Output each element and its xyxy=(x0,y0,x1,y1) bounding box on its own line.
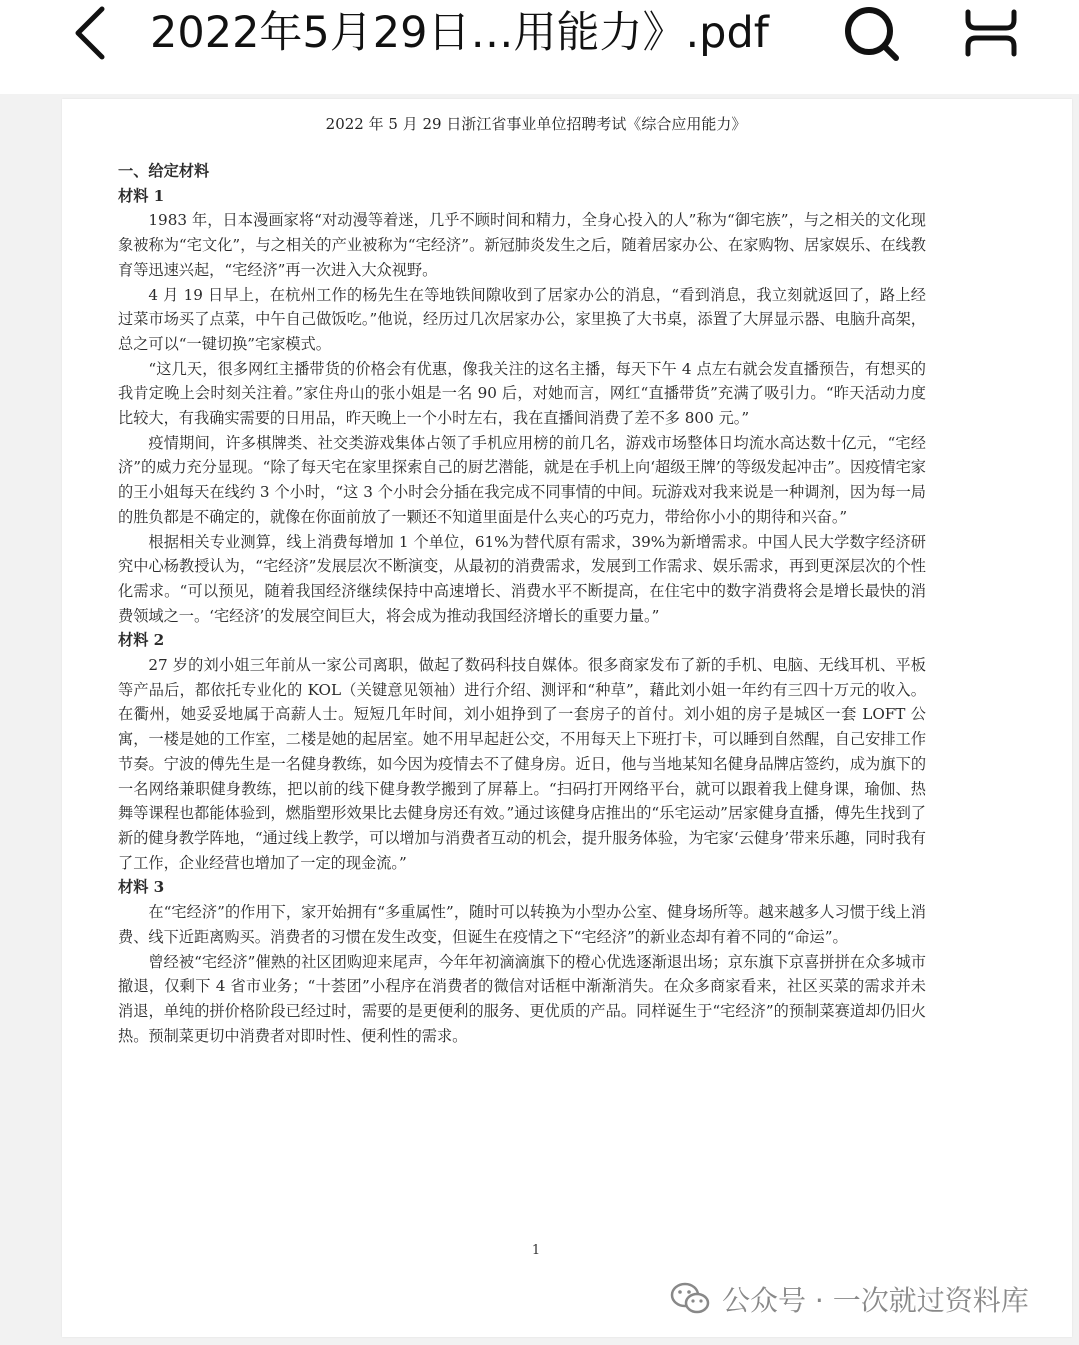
paragraph: 根据相关专业测算，线上消费每增加 1 个单位，61%为替代原有需求，39%为新增需求。中国人民大学数字经济研究中心杨教授认为，“宅经济”发展层次不断演变，从最初的消费需求，发展到工作需求、娱乐需求，再到更深层次的个性化需求。“可以预见，随着我国经济继续保持中高速增长、消费水平不断提高，在住宅中的数字消费将会是增长最快的消费领域之一。‘宅经济’的发展空间巨大，将会成为推动我国经济增长的重要力量。” xyxy=(118,532,926,625)
paragraph: 4 月 19 日早上，在杭州工作的杨先生在等地铁间隙收到了居家办公的消息，“看到消息，我立刻就返回了，路上经过菜市场买了点菜，中午自己做饭吃。”他说，经历过几次居家办公，家里换了大书桌，添置了大屏显示器、电脑升高架，总之可以“一键切换”宅家模式。 xyxy=(118,285,926,353)
search-icon xyxy=(841,3,901,63)
search-button[interactable] xyxy=(838,2,904,64)
paragraph: 在“宅经济”的作用下，家开始拥有“多重属性”，随时可以转换为小型办公室、健身场所等。越来越多人习惯于线上消费、线下近距离购买。消费者的习惯在发生改变，但诞生在疫情之下“宅经济”的新业态却有着不同的“命运”。 xyxy=(118,903,926,946)
expand-button[interactable] xyxy=(958,2,1024,64)
back-arrow-icon xyxy=(72,5,108,61)
expand-icon xyxy=(962,6,1020,60)
back-button[interactable] xyxy=(62,2,118,64)
material-label: 材料 3 xyxy=(118,878,165,897)
file-title: 2022年5月29日…用能力》.pdf xyxy=(150,8,769,58)
section-heading: 一、给定材料 xyxy=(118,162,210,180)
paragraph: 疫情期间，许多棋牌类、社交类游戏集体占领了手机应用榜的前几名，游戏市场整体日均流水高达数十亿元，“宅经济”的威力充分显现。“除了每天宅在家里探索自己的厨艺潜能，就是在手机上向‘超级王牌’的等级发起冲击”。因疫情宅家的王小姐每天在线约 3 个小时，“这 3 个小时会分插在我完成不同事情的中间。玩游戏对我来说是一种调剂，因为每一局的胜负都是不确定的，就像在你面前放了一颗还不知道里面是什么夹心的巧克力，带给你小小的期待和兴奋。” xyxy=(118,433,926,526)
watermark-text: 公众号 · 一次就过资料库 xyxy=(722,1284,1029,1317)
document-body xyxy=(118,159,926,1048)
material-label: 材料 2 xyxy=(118,631,165,650)
paragraph: 27 岁的刘小姐三年前从一家公司离职，做起了数码科技自媒体。很多商家发布了新的手机、电脑、无线耳机、平板等产品后，都依托专业化的 KOL（关键意见领袖）进行介绍、测评和“种草”，藉此刘小姐一年约有三四十万元的收入。在衢州，她妥妥地属于高薪人士。短短几年时间，刘小姐挣到了一套房子的首付。刘小姐的房子是城区一套 LOFT 公寓，一楼是她的工作室，二楼是她的起居室。她不用早起赶公交，不用每天上下班打卡，可以睡到自然醒，自己安排工作节奏。宁波的傅先生是一名健身教练，如今因为疫情去不了健身房。近日，他与当地某知名健身品牌店签约，成为旗下的一名网络兼职健身教练，把以前的线下健身教学搬到了屏幕上。“扫码打开网络平台，就可以跟着我上健身课，瑜伽、热舞等课程也都能体验到，燃脂塑形效果比去健身房还有效。”通过该健身店推出的“乐宅运动”居家健身直播，傅先生找到了新的健身教学阵地，“通过线上教学，可以增加与消费者互动的机会，提升服务体验，为宅家‘云健身’带来乐趣，同时我有了工作，企业经营也增加了一定的现金流。” xyxy=(118,656,926,872)
material-label: 材料 1 xyxy=(118,186,165,205)
pdf-page[interactable] xyxy=(62,99,1072,1337)
document-title: 2022 年 5 月 29 日浙江省事业单位招聘考试《综合应用能力》 xyxy=(325,115,747,133)
paragraph: “这几天，很多网红主播带货的价格会有优惠，像我关注的这名主播，每天下午 4 点左右就会发直播预告，有想买的我肯定晚上会时刻关注着。”家住舟山的张小姐是一名 90 后，对她而言，网红“直播带货”充满了吸引力。“昨天活动力度比较大，有我确实需要的日用品，昨天晚上一个小时左右，我在直播间消费了差不多 800 元。” xyxy=(118,359,926,428)
wechat-icon xyxy=(670,1282,710,1316)
top-toolbar xyxy=(0,0,1079,94)
watermark xyxy=(670,1279,1029,1319)
page-number: 1 xyxy=(531,1243,541,1258)
paragraph: 1983 年，日本漫画家将“对动漫等着迷，几乎不顾时间和精力，全身心投入的人”称为“御宅族”，与之相关的文化现象被称为“宅文化”，与之相关的产业被称为“宅经济”。新冠肺炎发生之后，随着居家办公、在家购物、居家娱乐、在线教育等迅速兴起，“宅经济”再一次进入大众视野。 xyxy=(118,211,926,279)
paragraph: 曾经被“宅经济”催熟的社区团购迎来尾声，今年年初滴滴旗下的橙心优选逐渐退出场；京东旗下京喜拼拼在众多城市撤退，仅剩下 4 省市业务；“十荟团”小程序在消费者的微信对话框中渐渐消失。在众多商家看来，社区买菜的需求并未消退，单纯的拼价格阶段已经过时，需要的是更便利的服务、更优质的产品。同样诞生于“宅经济”的预制菜赛道却仍旧火热。预制菜更切中消费者对即时性、便利性的需求。 xyxy=(118,952,926,1045)
